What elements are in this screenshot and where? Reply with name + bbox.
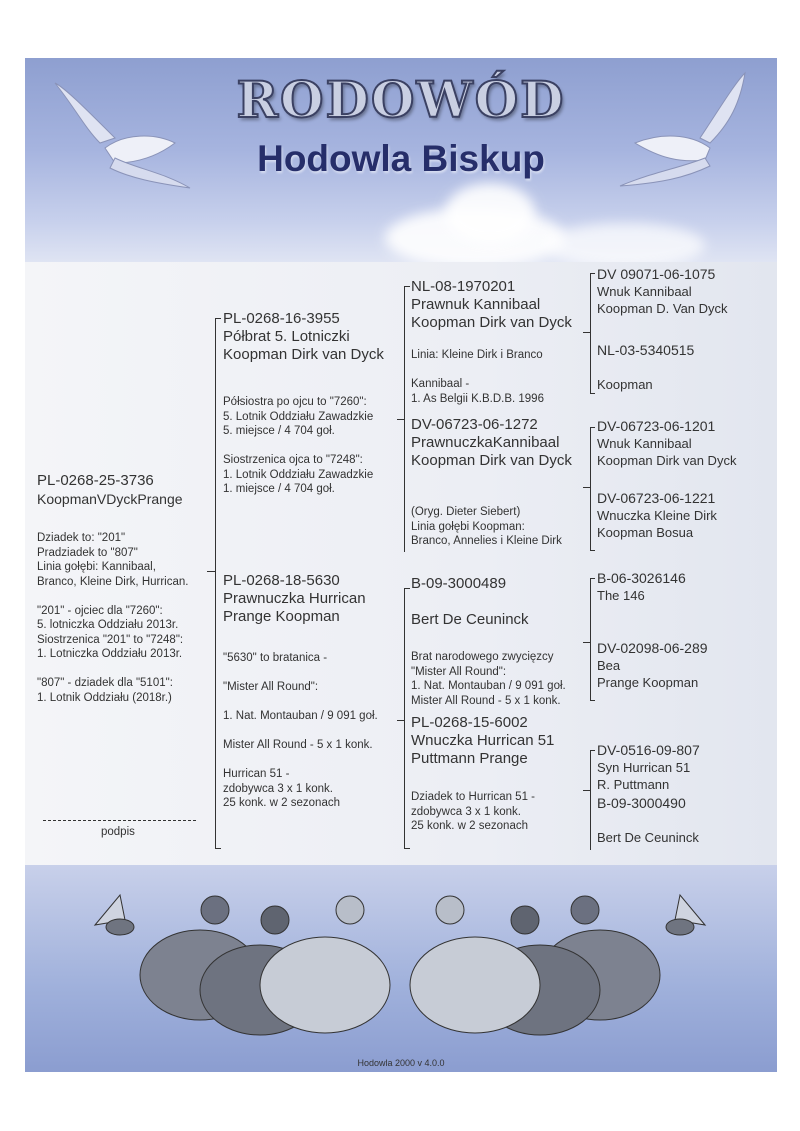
ancestor-ring: DV-0516-09-807 (597, 742, 700, 758)
note-line: 1. Lotnik Oddziału (2018r.) (37, 691, 172, 704)
ancestor-line1: Syn Hurrican 51 (597, 760, 691, 775)
ancestor-line2: Koopman Dirk van Dyck (597, 453, 737, 468)
ancestor-line1: Wnuczka Kleine Dirk (597, 508, 717, 523)
note-line (223, 666, 378, 681)
note-line: 1. Nat. Montauban / 9 091 goł. (223, 710, 378, 722)
note-line: "201" - ojciec dla "7260": (37, 604, 163, 617)
grandparent-line2: Koopman Dirk van Dyck (411, 452, 572, 469)
note-line (37, 589, 188, 604)
parent-notes (223, 395, 373, 497)
pigeons-illustration-icon (25, 865, 777, 1072)
note-line: Linia gołębi: Kannibaal, (37, 561, 156, 573)
note-line: 5. miejsce / 4 704 goł. (223, 425, 335, 437)
note-line: Mister All Round - 5 x 1 konk. (223, 739, 373, 751)
ancestor-ring: DV-06723-06-1221 (597, 490, 716, 506)
note-line: "807" - dziadek dla "5101": (37, 677, 173, 689)
ancestor-line2: Koopman D. Van Dyck (597, 301, 728, 316)
grandparent-notes (411, 790, 535, 834)
ancestor-ring: DV 09071-06-1075 (597, 266, 716, 282)
note-line: 1. miejsce / 4 704 goł. (223, 483, 335, 495)
grandparent-ring: DV-06723-06-1272 (411, 416, 538, 433)
grandparent-line1: Wnuczka Hurrican 51 (411, 732, 555, 749)
ancestor-line2: Koopman (597, 377, 653, 392)
grandparent-ring: PL-0268-15-6002 (411, 714, 528, 731)
note-line: Pradziadek to "807" (37, 546, 138, 559)
note-line: 5. Lotnik Oddziału Zawadzkie (223, 410, 374, 423)
grandparent-ring: NL-08-1970201 (411, 278, 516, 295)
note-line: Linia: Kleine Dirk i Branco (411, 349, 543, 361)
parent-line2: Koopman Dirk van Dyck (223, 346, 384, 363)
note-line: "5630" to bratanica - (223, 652, 328, 664)
note-line (411, 363, 544, 378)
parent-line2: Prange Koopman (223, 608, 340, 625)
grandparent-line2: Puttmann Prange (411, 750, 528, 767)
ancestor-ring: B-06-3026146 (597, 570, 686, 586)
note-line: 1. Nat. Montauban / 9 091 goł. (411, 680, 566, 692)
note-line: 25 konk. w 2 sezonach (223, 797, 340, 809)
note-line: 25 konk. w 2 sezonach (411, 820, 528, 832)
note-line: 1. Lotnik Oddziału Zawadzkie (223, 468, 374, 481)
note-line: Hurrican 51 - (223, 768, 290, 780)
header-banner (25, 58, 777, 262)
ancestor-line1: The 146 (597, 588, 645, 603)
note-line (223, 439, 373, 454)
ancestor-line2: Bert De Ceuninck (597, 830, 699, 845)
grandparent-notes (411, 505, 562, 549)
note-line (223, 695, 378, 710)
ancestor-line1: Wnuk Kannibaal (597, 436, 692, 451)
note-line (223, 753, 378, 768)
note-line: Linia gołębi Koopman: (411, 520, 525, 533)
note-line: Kannibaal - (411, 378, 470, 390)
note-line: 1. Lotniczka Oddziału 2013r. (37, 648, 183, 660)
note-line: zdobywca 3 x 1 konk. (411, 805, 521, 818)
note-line: Siostrzenica ojca to "7248": (223, 454, 363, 466)
ancestor-line2: Prange Koopman (597, 675, 699, 690)
root-ring: PL-0268-25-3736 (37, 472, 154, 489)
note-line: Branco, Kleine Dirk, Hurrican. (37, 575, 189, 588)
note-line (37, 662, 188, 677)
note-line: "Mister All Round": (223, 681, 319, 693)
grandparent-notes (411, 650, 566, 708)
note-line: Mister All Round - 5 x 1 konk. (411, 694, 561, 707)
grandparent-line1: Prawnuk Kannibaal (411, 296, 541, 313)
footer-banner (25, 865, 777, 1072)
software-version: Hodowla 2000 v 4.0.0 (357, 1058, 445, 1068)
grandparent-notes (411, 348, 544, 406)
note-line: Brat narodowego zwycięzcy (411, 651, 554, 663)
grandparent-line2: Bert De Ceuninck (411, 611, 529, 628)
note-line: "Mister All Round": (411, 665, 507, 678)
parent-line1: Prawnuczka Hurrican (223, 590, 366, 607)
note-line: Dziadek to: "201" (37, 532, 126, 544)
note-line: (Oryg. Dieter Siebert) (411, 506, 521, 518)
parent-ring: PL-0268-18-5630 (223, 572, 340, 589)
ancestor-line2: R. Puttmann (597, 777, 670, 792)
page-title: RODOWÓD (236, 70, 566, 129)
note-line: Półsiostra po ojcu to "7260": (223, 396, 367, 408)
note-line: 1. As Belgii K.B.D.B. 1996 (411, 392, 544, 405)
ancestor-ring: DV-02098-06-289 (597, 640, 708, 656)
ancestor-ring: DV-06723-06-1201 (597, 418, 716, 434)
parent-ring: PL-0268-16-3955 (223, 310, 340, 327)
note-line: Dziadek to Hurrican 51 - (411, 791, 535, 803)
root-notes (37, 531, 188, 705)
ancestor-line1: Wnuk Kannibaal (597, 284, 692, 299)
ancestor-ring: NL-03-5340515 (597, 342, 695, 358)
parent-notes (223, 651, 378, 811)
root-name: KoopmanVDyckPrange (37, 491, 183, 507)
signature-line (43, 820, 196, 821)
note-line: zdobywca 3 x 1 konk. (223, 782, 333, 795)
note-line: 5. lotniczka Oddziału 2013r. (37, 619, 179, 631)
parent-line1: Półbrat 5. Lotniczki (223, 328, 350, 345)
note-line (223, 724, 378, 739)
grandparent-line2: Koopman Dirk van Dyck (411, 314, 572, 331)
ancestor-line1: Bea (597, 658, 621, 673)
note-line: Branco, Annelies i Kleine Dirk (411, 535, 562, 547)
signature-label: podpis (101, 826, 135, 838)
note-line: Siostrzenica "201" to "7248": (37, 633, 184, 646)
breeder-name: Hodowla Biskup (257, 138, 545, 179)
ancestor-ring: B-09-3000490 (597, 795, 686, 811)
grandparent-ring: B-09-3000489 (411, 575, 507, 592)
ancestor-line2: Koopman Bosua (597, 525, 694, 540)
grandparent-line1: PrawnuczkaKannibaal (411, 434, 560, 451)
